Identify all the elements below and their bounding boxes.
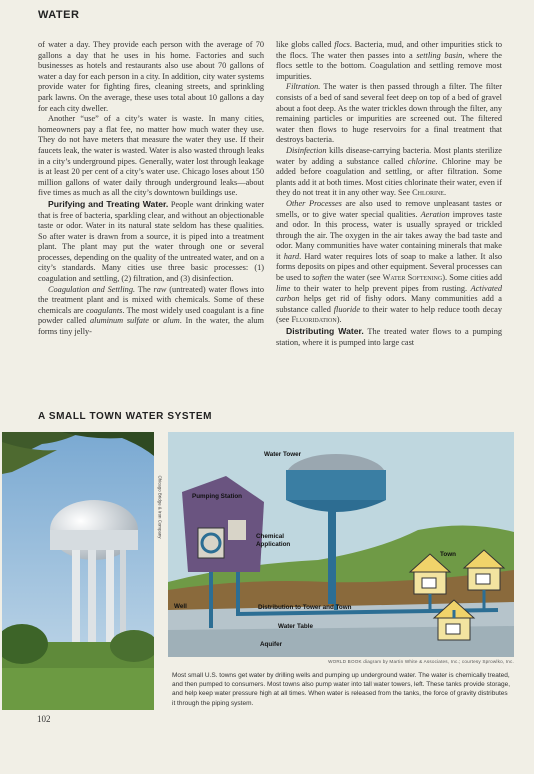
paragraph <box>276 326 502 348</box>
text: (untreated) water flows into the treatment plant and is mixed with chemicals. Some of these chemicals are <box>38 284 264 315</box>
right-column <box>276 40 502 348</box>
paragraph <box>276 199 502 326</box>
text: to their water to help prevent pipes from rusting. <box>290 283 471 293</box>
label-water-table: Water Table <box>278 623 313 630</box>
text: helps get rid of fishy odors. Many communities add a substance called <box>276 294 502 314</box>
term: alum <box>163 316 180 326</box>
text: improves taste and odor. In this process, water is usually sprayed or trickled through the air. The oxygen in the air takes away the bad taste and odor. Many communities have water containing minerals that make it <box>276 209 503 261</box>
page-number: 102 <box>37 714 51 724</box>
term: Activated carbon <box>276 283 502 304</box>
term: aluminum sulfate <box>89 316 149 326</box>
paragraph-text: People want drinking water that is free of bacteria, sparkling clear, and without an objectionable taste or odor. Water in its natural state seldom has these qualities. So after water is drawn from a source, it is piped into a treatment plant. The plant may put the water through one or several processes, depending on the quality of the untreated water, and on a city’s standards. Many cities use three basic processes: (1) coagulation and settling, (2) filtration, and (3) disinfection. <box>38 199 264 284</box>
term: flocs <box>334 40 350 49</box>
label-town: Town <box>440 551 456 558</box>
term: raw <box>153 284 167 294</box>
paragraph <box>276 146 502 199</box>
subheading-filtration: Filtration. <box>286 82 321 92</box>
text: kills disease-carrying bacteria. Most plants sterilize water by adding a substance called <box>276 145 502 166</box>
figure-caption: Most small U.S. towns get water by drilling wells and pumping up underground water. The water is chemically treated, and then pumped to consumers. Most towns also pump water into tall water towers, left. These tanks provide storage, and help keep water pressure high at all times. When water is released from the tanks, the force of gravity distributes it through the piping system. <box>172 672 511 707</box>
label-application: Application <box>256 541 291 548</box>
paragraph <box>276 40 502 82</box>
left-column <box>38 40 264 338</box>
cross-reference-link[interactable]: Fluoridation <box>291 315 337 325</box>
paragraph: Another “use” of a city’s water is waste. In many cities, homeowners pay a flat fee, no matter how much water they use. They do not have meters that measure the water they use. If their faucets leak, the water is wasted. Water is also wasted through leaks in a city’s underground pipes. Generally, water lost through leakage is at least 20 per cent of a city’s water use. Chicago loses about 150 million gallons of water daily through underground leaks—about five times as much as all the city’s downtown buildings use. <box>38 114 264 198</box>
photo-illustration <box>2 432 154 710</box>
text: . In the water, the alum forms tiny jelly- <box>38 316 265 337</box>
running-head: WATER <box>38 9 80 21</box>
text: ). <box>336 315 342 325</box>
text: to their water to help reduce tooth decay (see <box>276 304 502 325</box>
term: Aeration <box>420 209 450 219</box>
label-aquifer: Aquifer <box>260 641 283 648</box>
term: soften <box>312 273 332 283</box>
text: . Hard water requires lots of soap to make a lather. It also forms deposits on pipes and other equipment. Several processes can be used to <box>276 251 503 283</box>
text: The water is then passed through a filter. The filter consists of a bed of sand several feet deep on top of a bed of gravel about a foot deep. As the water trickles down through the filter, any remaining particles or impurities are screened out. The filtered water then flows to huge reservoirs for a final treatment that destroys bacteria. <box>276 82 502 145</box>
subheading-disinfection: Disinfection <box>286 145 327 155</box>
diagram-credit: WORLD BOOK diagram by Martin White & Associates, Inc.; courtesy Sprowlko, Inc. <box>328 659 514 664</box>
label-distribution: Distribution to Tower and Town <box>258 604 352 611</box>
text: like globs called <box>276 40 335 49</box>
paragraph: of water a day. They provide each person with the average of 70 gallons a day that he uses in his home. Factories and such businesses as hotels and restaurants also use about 70 gallons of water a day for each person in a city. In addition, city water systems provide water for fighting fires, cleaning streets, and sprinkling park lawns. On the average, these uses total about 10 gallons a day for each city dweller. <box>38 40 264 113</box>
subheading-purifying: Purifying and Treating Water. <box>48 198 169 209</box>
text: the water (see <box>331 273 383 283</box>
text: or <box>148 316 164 326</box>
article-body <box>38 40 502 388</box>
label-well: Well <box>174 603 187 610</box>
text: , where the flocs settle to the bottom. Coagulation and settling remove most impurities. <box>276 50 502 81</box>
paragraph <box>276 82 502 146</box>
photo-credit-text: Chicago Bridge & Iron Company <box>157 475 163 539</box>
term: lime <box>276 283 291 293</box>
term: settling basin <box>416 50 463 60</box>
text: . The most widely used coagulant is a fine powder called <box>38 305 264 326</box>
text: are also used to remove unpleasant tastes or smells, or to give water special qualities. <box>276 198 502 219</box>
cross-reference-link[interactable]: Chlorine <box>412 188 444 198</box>
water-tower-photo <box>2 432 154 710</box>
subheading-coagulation: Coagulation and Settling. <box>48 284 136 294</box>
text: . Chlorine may be added before coagulation and settling, or after filtration. Some plants add it at both times. Most cities chlorinate their water, even if they do not treat it in any other way. See <box>276 156 502 198</box>
label-pumping-station: Pumping Station <box>192 493 243 500</box>
paragraph <box>38 285 264 338</box>
term: hard <box>283 251 300 261</box>
label-water-tower: Water Tower <box>264 451 302 458</box>
text: ). Some cities add <box>442 273 502 283</box>
text: The treated water flows to a pumping station, where it is pumped into large cast <box>276 327 502 347</box>
term: chlorine <box>407 156 436 166</box>
paragraph <box>38 199 264 285</box>
text: . <box>443 188 447 198</box>
term: coagulants <box>85 305 123 315</box>
subheading-other-processes: Other Processes <box>286 198 342 208</box>
cross-reference-link[interactable]: Water Softening <box>382 273 443 283</box>
subheading-distributing: Distributing Water. <box>286 326 364 337</box>
text: . Bacteria, mud, and other impurities stick to the flocs. The water then passes into a <box>276 40 502 60</box>
water-system-diagram <box>168 432 514 657</box>
term: fluoride <box>333 304 361 314</box>
label-chemical: Chemical <box>256 533 284 540</box>
diagram-illustration <box>168 432 514 657</box>
figure-title: A SMALL TOWN WATER SYSTEM <box>38 411 213 422</box>
text: The <box>135 284 154 294</box>
photo-credit <box>154 432 166 582</box>
